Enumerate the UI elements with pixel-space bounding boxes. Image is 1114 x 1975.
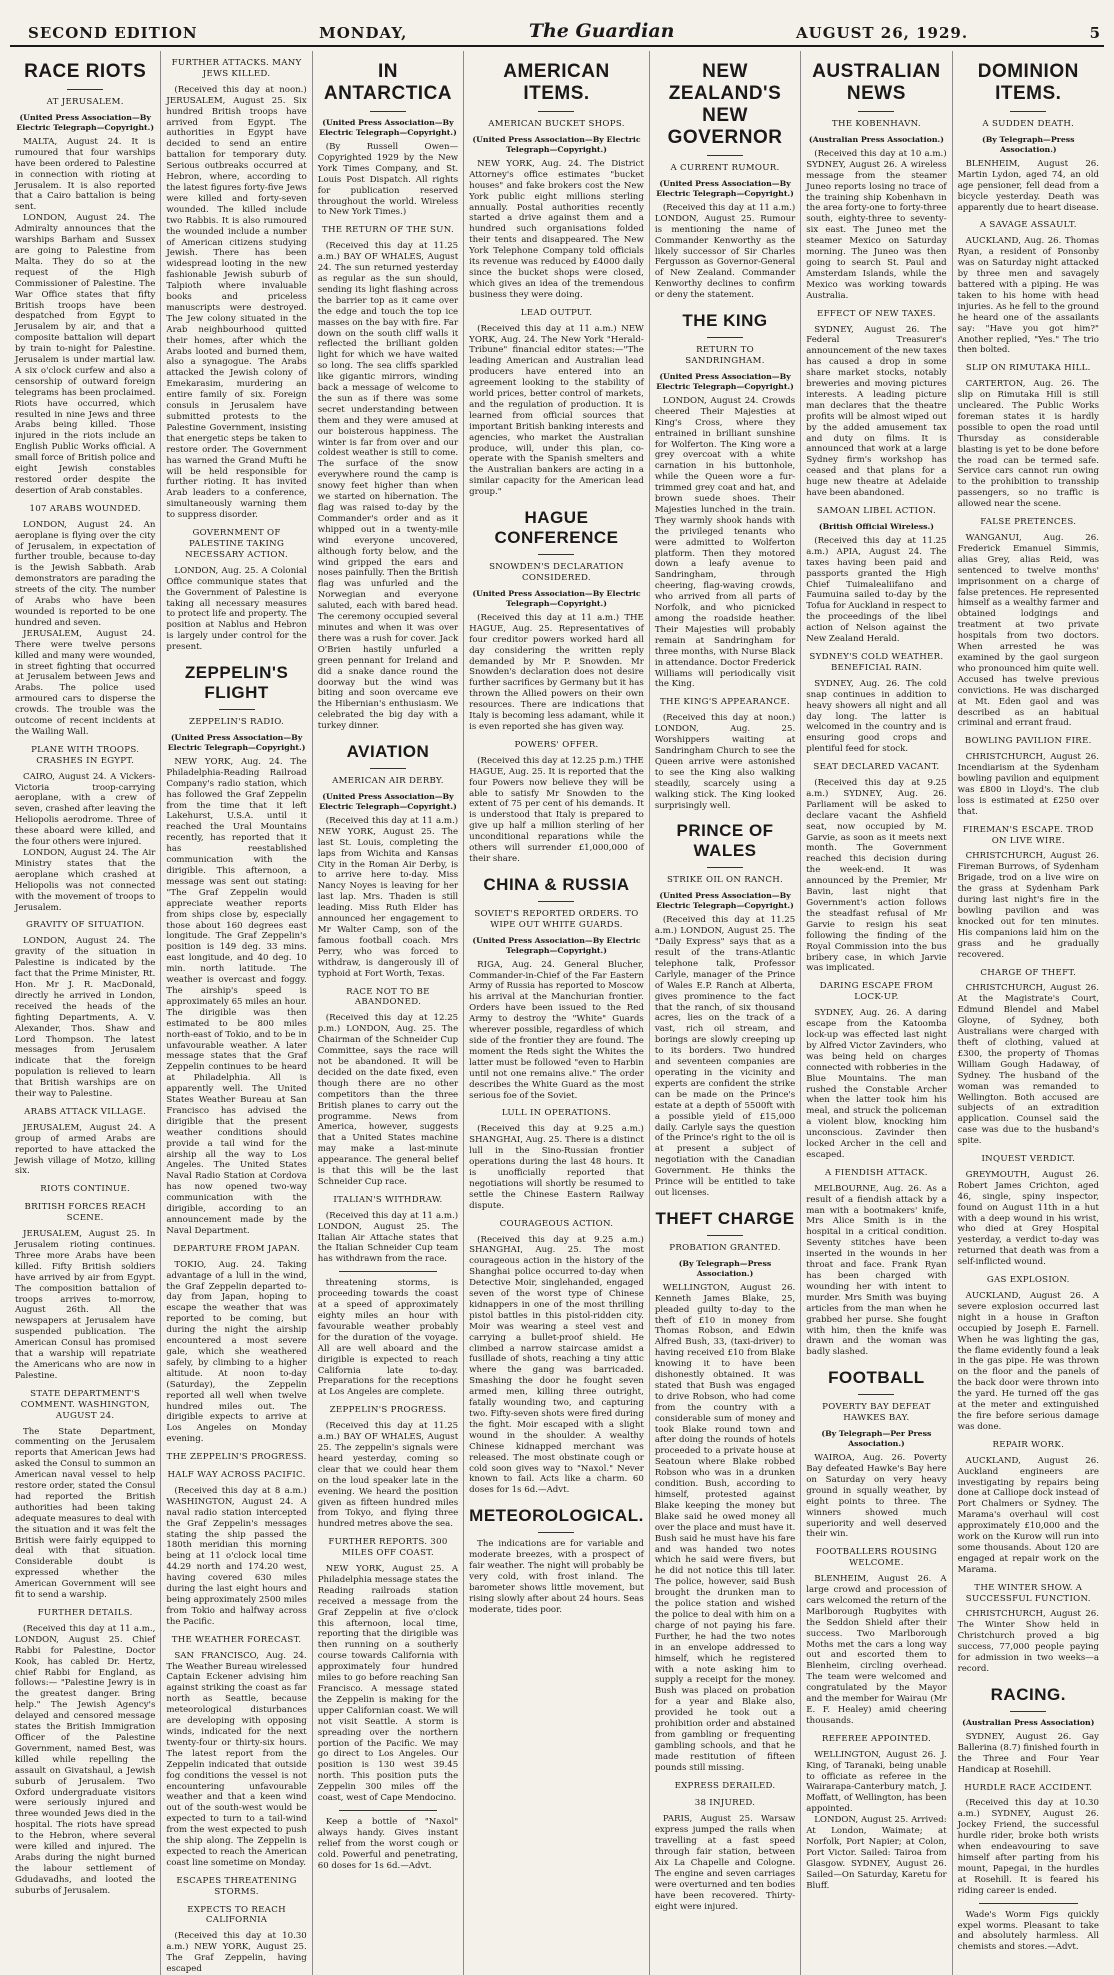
article-paragraph: SAN FRANCISCO, Aug. 24. The Weather Bureau wirelessed Captain Eckener advising him against striking the coast as far north as Seattle, because meteorological disturbances are developing with opposing winds, indicated for the next twenty-four or thirty-six hours. The latest report from the Zeppelin indicated that outside fog conditions the vessel is not encountering unfavourable weather and that a keen wind out of the south-west would be expected to turn to a tail-wind from the west expected to push the ship along. The Zeppelin is expected to reach the American coast line sometime on Monday. — [166, 1650, 307, 1868]
wire-credit: (United Press Association—By Electric Telegraph—Copyright.) — [16, 112, 155, 132]
subhead: GRAVITY OF SITUATION. — [25, 920, 145, 931]
article-paragraph: AUCKLAND, August 26. Auckland engineers are investigating by repairs being done at Calliope dock instead of Port Chalmers or Sydney. The Marama's overhaul will cost approximately £10,000 and the work on the Kurow will run into some thousands. About 120 are engaged at repair work on the Marama. — [957, 1455, 1099, 1575]
subhead: ZEPPELIN'S RADIO. — [189, 717, 285, 728]
article-paragraph: LONDON, August 24. An aeroplane is flying over the city of Jerusalem, in expectation of further trouble, because to-day is the Jewish Sabbath. Arab demonstrators are parading the streets of the city. The number of Arabs who have been wounded is reported to be one hundred and seven. — [15, 519, 156, 628]
article-paragraph: The indications are for variable and moderate breezes, with a prospect of fair weather. The night will probably be very cold, with frost inland. The barometer shows little movement, but rising slowly after about 24 hours. Seas moderate, tides poor. — [469, 1539, 644, 1615]
subhead: POWERS' OFFER. — [514, 739, 599, 750]
article-paragraph: (Received this day at noon.) LONDON, Aug. 25. Worshippers waiting at Sandringham Church to see the Queen arrive were astonished to see the King also walking steadily, scarcely using a walking stick. The King looked surprisingly well. — [654, 713, 796, 811]
wire-credit: (By Telegraph—Press Association.) — [678, 1258, 772, 1278]
subhead: THE RETURN OF THE SUN. — [321, 225, 454, 236]
article-paragraph: WANGANUI, Aug. 26. Frederick Emanuel Simmis, alias Grey, alias Reid, was sentenced to twelve months' imprisonment on a charge of false pretences. He represented himself as a wealthy farmer and obtained lodgings and treatment at two private hospitals from two doctors. When arrested he was examined by the gaol surgeon who pronounced him quite well. Accused has twelve previous convictions. He was discharged at Mt. Eden gaol and was described as an habitual criminal and errant fraud. — [957, 533, 1099, 729]
article-paragraph: BLENHEIM, August 26. A large crowd and procession of cars welcomed the return of the Marlborough Rugbyites with the Seddon Shield after their success. Two Marlborough Moths met the cars a long way out and escorted them to Blenheim, circling overhead. The team were welcomed and congratulated by the Mayor and the member for Wairau (Mr E. F. Healey) amid cheering thousands. — [806, 1574, 947, 1726]
divider — [538, 901, 574, 902]
article-paragraph: CARTERTON, Aug. 26. The slip on Rimutaka Hill is still uncleared. The Public Works foreman states it is hardly possible to open the road until Thursday as considerable blasting is yet to be done before the road can be termed safe. Service cars cannot run owing to the prohibition to transship passengers, so no traffic is allowed near the scene. — [957, 379, 1099, 510]
subhead: ITALIAN'S WITHDRAW. — [333, 1194, 443, 1205]
wire-credit: (United Press Association—By Electric Telegraph—Copyright.) — [472, 134, 641, 154]
article-paragraph: LONDON, Aug. 25. A Colonial Office communique states that the Government of Palestine is taking all necessary measures to protect life and property. The position at Nablus and Hebron is largely under control for the present. — [166, 565, 307, 653]
article-paragraph: (Received this day at 9.25 a.m.) SHANGHAI, Aug. 25. There is a distinct lull in the Sino-Russian frontier operations during the last 48 hours. It is unofficially reported that negotiations will shortly be resumed to settle the Chinese Eastern Railway dispute. — [469, 1124, 644, 1211]
article-paragraph: threatening storms, is proceeding towards the coast at a speed of approximately eighty miles an hour with favourable weather probably for the duration of the voyage. All are well aboard and the dirigible is expected to reach California late to-day. Preparations for the receptions at Los Angeles are complete. — [317, 1278, 459, 1398]
subhead: FURTHER REPORTS. 300 MILES OFF COAST. — [328, 1537, 448, 1559]
subhead: ESCAPES THREATENING STORMS. — [176, 1875, 297, 1897]
divider — [538, 554, 574, 555]
article-paragraph: BLENHEIM, August 26. Martin Lydon, aged 74, an old age pensioner, fell dead from a bicycle yesterday. Death was apparently due to heart disease. — [957, 158, 1099, 213]
subhead: EXPECTS TO REACH CALIFORNIA — [187, 1904, 286, 1926]
article-paragraph: CHRISTCHURCH, August 26. Incendiarism at the Sydenham bowling pavilion and equipment was £800 in Lloyd's. The club loss is estimated at £250 over that. — [957, 752, 1099, 817]
article-paragraph: (Received this day at 8 a.m.) WASHINGTON, August 24. A naval radio station intercepted the Graf Zeppelin's messages stating the ship passed the 180th meridian this morning being at 11 o'clock local time 44.29 north and 174.20 west, having covered 630 miles during the last eight hours and being approximately 2500 miles from Tokio and halfway across the Pacific. — [166, 1485, 307, 1627]
subhead: DEPARTURE FROM JAPAN. — [173, 1243, 301, 1254]
wire-credit: (United Press Association—By Electric Telegraph—Copyright.) — [472, 935, 641, 955]
divider — [707, 867, 743, 868]
subhead: GAS EXPLOSION. — [986, 1275, 1070, 1286]
article-paragraph: GREYMOUTH, August 26. Robert James Crichton, aged 46, single, spiny inspector, found on August 11th in a hut with a deep wound in his wrist, who died at Grey Hospital yesterday, a verdict to-day was returned that death was from a self-inflicted wound. — [957, 1169, 1099, 1268]
subhead: A SAVAGE ASSAULT. — [979, 220, 1077, 231]
article-paragraph: (Received this day at 11 a.m.) THE HAGUE, Aug. 25. Representatives of four creditor powers worked hard all day considering the written reply demanded by Mr P. Snowden. Mr Snowden's declaration does not desire further sacrifices by Germany but it has thrown the Allied powers on their own resources. There are indications that Italy is becoming less adamant, while it is even reported she has given way. — [469, 612, 644, 732]
article-paragraph: (Received this day at 10.30 a.m.) NEW YORK, August 25. The Graf Zeppelin, having escaped — [166, 1931, 307, 1975]
issue-date: AUGUST 26, 1929. — [795, 24, 969, 42]
article-paragraph: NEW YORK, Aug. 24. The District Attorney's office estimates "bucket houses" and fake brokers cost the New York public eight millions sterling annually. Postal authorities recently started a drive against them and a hundred such organisations folded their tents and disappeared. The New York Telephone Company told officials its revenue was reduced by £4000 daily since the bucket shops were closed, which gives an idea of the tremendous business they were doing. — [469, 158, 644, 300]
article-paragraph: JERUSALEM, August 24. A group of armed Arabs are reported to have attacked the Jewish village of Motzo, killing six. — [15, 1122, 156, 1177]
article-paragraph: SYDNEY, Aug. 26. The cold snap continues in addition to heavy showers all night and all day long. The latter is welcomed in the country and is ensuring good crops and plentiful feed for stock. — [806, 678, 947, 755]
article-paragraph: (Received this day at noon.) JERUSALEM, August 25. Six hundred British troops have arrived from Egypt. The authorities in Egypt have decided to send an entire battalion for temporary duty. Serious outbreaks occurred at Hebron, where, according to the latest figures forty-five Jews were killed and forty-seven wounded. The killed include two Rabbis. It is also rumoured the wounded include a number of American citizens studying Jewish. There has been widespread looting in the new fashionable Jewish suburb of Talpioth where invaluable books and priceless manuscripts were destroyed. The Jew colony situated in the Arab neighbourhood quitted their homes, after which the Arabs looted and burned them, also a synagogue. The Arabs attacked the Jewish colony of Emekarasim, murdering an entire family of six. Foreign consuls in Jerusalem have submitted protests to the Palestine Government, insisting that energetic steps be taken to restore order. The Government has warned the Grand Mufti he will be held responsible for further rioting. It has invited Arab leaders to a conference, simultaneously warning them to suppress disorder. — [166, 84, 307, 521]
subhead: ARABS ATTACK VILLAGE. — [24, 1106, 147, 1117]
article-paragraph: LONDON, August 24. Crowds cheered Their Majesties at King's Cross, where they entrained in brilliant sunshine for Wolferton. The King wore a grey overcoat with a white carnation in his buttonhole, while the Queen wore a fur-trimmed grey coat and hat, and brown suede shoes. Their Majesties lunched in the train. They warmly shook hands with the privileged tenants who were admitted to Wolferton platform. Then they motored down a leafy avenue to Sandringham, through cheering, flag-waving crowds, who arrived from all parts of Norfolk, and who picnicked among the roadside heather. Their Majesties will probably remain at Sandringham for three months, with Nurse Black in attendance. Doctor Frederick Williams will periodically visit the King. — [654, 395, 796, 690]
headline-antarctica: IN ANTARCTICA — [323, 61, 453, 104]
headline-theft-charge: THEFT CHARGE — [655, 1208, 795, 1228]
subhead: PLANE WITH TROOPS. CRASHES IN EGYPT. — [31, 744, 140, 766]
subhead: GOVERNMENT OF PALESTINE TAKING NECESSARY ACTION. — [185, 528, 288, 560]
subhead: A SUDDEN DEATH. — [982, 119, 1075, 129]
article-paragraph: LONDON, August 25. Arrived: At London, Waimate; at Norfolk, Port Napier; at Colon, Port Victor. Sailed: Tairoa from Glasgow. SYDNEY, August 26. Sailed—On Saturday, Karetu for Bluff. — [806, 1815, 947, 1891]
masthead — [10, 6, 1104, 47]
article-paragraph: SYDNEY, August 26. The Federal Treasurer's announcement of the new taxes has caused a drop in some share market stocks, notably breweries and moving pictures interests. A leading picture man declares that the theatre profits will be almost wiped out by the added amusement tax and duty on films. It is announced that work at a large Sydney firm's workshop has ceased and that plans for a huge new theatre at Adelaide have been abandoned. — [806, 324, 947, 499]
divider — [538, 111, 574, 112]
column-5 — [650, 51, 801, 1975]
subhead: 107 ARABS WOUNDED. — [29, 503, 141, 514]
subhead: INQUEST VERDICT. — [981, 1154, 1076, 1165]
article-paragraph: (Received this day at 9.25 a.m.) SHANGHAI, Aug. 25. The most courageous action in the history of the Shanghai police occurred to-day when Detective Moir, singlehanded, engaged seven of the worst type of Chinese kidnappers in one of the most thrilling pistol battles in this pistol-ridden city. Moir was wearing a steel vest and carrying a bullet-proof shield. He climbed a narrow staircase amidst a fusillade of shots, reaching a tiny attic where the gang was barricaded. Smashing the door he fought seven armed men, killing three outright, fatally wounding two, and capturing two. Fifty-seven shots were fired during the fight. Moir escaped with a slight wound in the shoulder. A wealthy Chinese kidnapped merchant was released. The most obstinate cough or cold soon gives way to "Naxol." Never known to fail. Acts like a charm. 60 doses for 1s 6d.—Advt. — [469, 1234, 644, 1496]
divider — [858, 111, 894, 112]
subhead: REPAIR WORK. — [992, 1439, 1065, 1450]
wire-credit: (United Press Association—By Electric Telegraph—Copyright.) — [319, 791, 457, 811]
wire-credit: (United Press Association—By Electric Telegraph—Copyright.) — [656, 178, 794, 198]
article-paragraph: LONDON, August 24. The gravity of the situation in Palestine is indicated by the fact that the Prime Minister, Rt. Hon. Mr J. R. MacDonald, directly he arrived in London, received the heads of the fighting Departments, A. V. Alexander, Thos. Shaw and Lord Thompson. The latest messages from Jerusalem indicate that the foreign population is relieved to learn that British warships are on their way to Palestine. — [15, 936, 156, 1100]
day-label: MONDAY, — [319, 24, 408, 42]
divider — [67, 89, 103, 90]
subhead: DARING ESCAPE FROM LOCK-UP. — [819, 981, 934, 1003]
article-paragraph: CHRISTCHURCH, August 26. The Winter Show held in Christchurch proved a big success, 77,000 people paying for admission in two weeks—a record. — [957, 1609, 1099, 1674]
advertisement: Keep a bottle of "Naxol" always handy. Gives instant relief from the worst cough or cold. Powerful and penetrating, 60 doses for 1s 6d.—Advt. — [317, 1816, 459, 1871]
article-paragraph: (Received this day at 10.30 a.m.) SYDNEY, August 26. Jockey Friend, the successful hurdle rider, broke both wrists when endeavouring to save himself after parting from his mount, Papegai, in the hurdles at Rosehill. It is feared his riding career is ended. — [957, 1798, 1099, 1896]
subhead: BOWLING PAVILION FIRE. — [964, 736, 1092, 747]
subhead: SAMOAN LIBEL ACTION. — [816, 506, 936, 516]
article-paragraph: WELLINGTON, August 26. Kenneth James Blake, 25, pleaded guilty to-day to the theft of £10 in money from Thomas Robson, and Edwin Alfred Bush, 33, (taxi-driver) to having received £10 from Blake knowing it to have been dishonestly obtained. It was stated that Bush was engaged to drive Robson, who had come from the country with a considerable sum of money and took Blake round town and after doing the rounds of hotels proceeded to a private house at Seatoun where Blake robbed Robson who was in a drunken condition. Bush, according to himself, protested against Blake keeping the money but Blake said he owed money all over the place and must have it. Bush said he must have his fare and was handed two notes which he said were fivers, but he did not notice this till later. The police, however, said Bush brought the drunken man to the police station and wished the police to deal with him on a charge of not paying his fare. Further, he had the two notes in an envelope addressed to himself, which he registered with a note asking him to supply a receipt for the money. Bush was placed on probation for a year and Blake also, provided he took out a prohibition order and abstained from gambling or frequenting gambling schools, and that he made restitution of fifteen pounds still missing. — [654, 1282, 796, 1773]
subhead: POVERTY BAY DEFEAT HAWKES BAY. — [822, 1402, 931, 1424]
subhead: A CURRENT RUMOUR. — [670, 163, 780, 173]
article-paragraph: (Received this day at 11 a.m.) LONDON, August 25. The Italian Air Attache states that the Italian Schneider Cup team has withdrawn from the race. — [317, 1210, 459, 1265]
divider — [339, 1271, 437, 1272]
headline-zeppelin: ZEPPELIN'S FLIGHT — [184, 663, 289, 703]
article-paragraph: WAIROA, Aug. 26. Poverty Bay defeated Hawke's Bay here on Saturday on very heavy ground in squally weather, by eight points to three. The winners showed much superiority and well deserved their win. — [806, 1453, 947, 1540]
subhead: THE ZEPPELIN'S PROGRESS. — [166, 1452, 307, 1463]
subhead: 38 INJURED. — [694, 1798, 756, 1809]
subhead: SNOWDEN'S DECLARATION CONSIDERED. — [489, 562, 624, 583]
column-7 — [953, 51, 1104, 1975]
divider — [707, 155, 743, 156]
subhead: SOVIET'S REPORTED ORDERS. TO WIPE OUT WHITE GUARDS. — [474, 908, 639, 930]
divider — [370, 111, 406, 112]
subhead: THE KING'S APPEARANCE. — [660, 697, 791, 708]
article-paragraph: NEW YORK, Aug. 24. The Philadelphia-Reading Railroad Company's radio station, which has followed the Graf Zeppelin from the time that it left Lakehurst, U.S.A. until it reached the Ural Mountains recently, has reported that it has reestablished communication with the dirigible. This afternoon, a message was sent out stating: "The Graf Zeppelin would appreciate weather reports from ships close by, especially those about 160 degrees east longitude. The Graf Zeppelin's position is 149 deg. 33 mins. east longitude, and 40 deg. 10 min. north latitude. The weather is overcast and foggy. The airship's speed is approximately 65 miles an hour. The dirigible was then estimated to be 800 miles north-east of Tokio, and to be in unfavourable weather. A later message states that the Graf Zeppelin continues to be heard at Philadelphia. All is apparently well. The United States Weather Bureau at San Francisco has advised the dirigible that the present weather conditions should provide a tail wind for the airship all the way to Los Angeles. The United States Naval Radio Station at Cordova has now opened two-way communication with the dirigible, according to an announcement made by the Naval Department. — [166, 756, 307, 1236]
page-number: 5 — [1089, 24, 1100, 42]
article-paragraph: TOKIO, Aug. 24. Taking advantage of a lull in the wind, the Graf Zeppelin departed to-day from Japan, hoping to escape the weather that was reported to be coming, but during the night the airship encountered a most severe gale, which she weathered safely, by climbing to a higher altitude. At noon to-day (Saturday), the Zeppelin reported all well when twelve hundred miles out. The dirigible expects to arrive at Los Angeles on Monday evening. — [166, 1259, 307, 1445]
advertisement: Wade's Worm Figs quickly expel worms. Pleasant to take and absolutely harmless. All chemists and stores.—Advt. — [957, 1909, 1099, 1953]
headline-dominion-items: DOMINION ITEMS. — [977, 61, 1079, 104]
article-paragraph: JERUSALEM, August 25. In Jerusalem rioting continues. Three more Arabs have been killed. Fifty British soldiers have arrived by air from Egypt. The composition battalion of troops arrives to-morrow, August 26th. All the newspapers at Jerusalem have suspended publication. The American Consul has promised that a warship will repatriate the Americans who are now in Palestine. — [15, 1229, 156, 1381]
wire-credit: (By Telegraph—Press Association.) — [982, 134, 1075, 154]
divider — [979, 1903, 1078, 1904]
wire-credit: (United Press Association—By Electric Telegraph—Copyright.) — [656, 371, 794, 391]
wire-credit: (By Telegraph—Per Press Association.) — [821, 1429, 932, 1449]
divider — [339, 1810, 437, 1811]
article-paragraph: (Received this day at 9.25 a.m.) SYDNEY, Aug. 26. Parliament will be asked to declare vacant the Ashfield seat, now occupied by M. Garvie, as soon as it meets next month. The Government reached this decision during the week-end. It was announced by the Premier, Mr Bavin, last night that Government's action follows the steadfast refusal of Mr Garvie to resign his seat following the finding of the Royal Commission into the bus bribery case, in which Jarvie was implicated. — [806, 778, 947, 974]
wire-credit: (British Official Wireless.) — [818, 521, 934, 531]
headline-aviation: AVIATION — [346, 742, 430, 762]
article-paragraph: LONDON, August 24. The Admiralty announces that the warships Barham and Sussex are going to Palestine from Malta. They do so at the request of the High Commissioner of Palestine. The War Office states that fifty British troops have been despatched from Egypt to Jerusalem by air, and that a composite battalion will depart by train to-night for Palestine. Jerusalem is under martial law. A six o'clock curfew and also a censorship of outward foreign telegrams has been proclaimed. Riots have occurred, which resulted in nine Jews and three Arabs being killed. Those injured in the riots include an English Public Works official. A small force of British police and eight Jewish constables restored order despite the desertion of Arab constables. — [15, 213, 156, 496]
article-paragraph: SYDNEY, Aug. 26. A daring escape from the Katoomba lock-up was effected last night by Alfred Victor Zavinders, who was being held on charges connected with robberies in the Blue Mountains. The man rushed the Constable Archer when the latter took him his meal, and struck the policeman a violent blow, knocking him unconscious. Zavinder then locked Archer in the cell and escaped. — [806, 1008, 947, 1160]
wire-credit: (United Press Association—By Electric Telegraph—Copyright.) — [319, 118, 457, 137]
subhead: LEAD OUTPUT. — [520, 307, 593, 318]
subhead: FALSE PRETENCES. — [980, 517, 1077, 528]
subhead: AT JERUSALEM. — [46, 97, 124, 107]
subhead: THE KOBENHAVN. — [831, 119, 921, 129]
divider — [1010, 111, 1046, 112]
article-paragraph: (Received this day at 11.25 a.m.) BAY OF WHALES, August 25. The zeppelin's signals were heard yesterday, coming so clear that we could hear them on the loud speaker late in the evening. We heard the position given as fifteen hundred miles from Tokyo, and flying three hundred metres above the sea. — [317, 1421, 459, 1530]
headline-racing: RACING. — [990, 1684, 1066, 1704]
wire-credit: (Australian Press Association) — [962, 1717, 1095, 1727]
article-paragraph: (By Russell Owen—Copyrighted 1929 by the New York Times Company, and St. Louis Post Dispatch. All rights for publication reserved throughout the world. Wireless to New York Times.) — [317, 142, 459, 218]
divider — [858, 1394, 894, 1395]
subhead: CHARGE OF THEFT. — [980, 967, 1077, 978]
headline-hague-conference: HAGUE CONFERENCE — [494, 508, 619, 548]
article-paragraph: AUCKLAND, August 26. A severe explosion occurred last night in a house in Grafton occupied by Joseph E. Farnell. When he was lighting the gas, the flame evidently found a leak in the gas pipe. He was thrown on the floor and the panels of the back door were thrown into the yard. He turned off the gas at the meter and extinguished the fire before serious damage was done. — [957, 1291, 1099, 1432]
article-paragraph: MELBOURNE, Aug. 26. As a result of a fiendish attack by a man with a bootmakers' knife, Mrs Alice Smith is in the hospital in a critical condition. Seventy stitches have been inserted in the wounds in her throat and face. Frank Ryan has been charged with wounding her with intent to murder. Mrs Smith was buying articles from the man when he grabbed her purse. She fought with him, then the knife was drawn and the woman was badly slashed. — [806, 1183, 947, 1358]
article-paragraph: (Received this day at 11 a.m.) NEW YORK, Aug. 24. The New York "Herald-Tribune" financial editor states:—"The leading American and Australian lead producers have entered into an agreement looking to the stability of world prices, better control of markets, and the regulation of production. It is learned from official sources that important British banking interests and agencies, who market the Australian produce, will, under this plan, co-operate with the Spanish smelters and the Australian bankers are acting in a similar capacity for the American lead group." — [469, 323, 644, 498]
subhead: A FIENDISH ATTACK. — [825, 1167, 928, 1178]
subhead: SYDNEY'S COLD WEATHER. BENEFICIAL RAIN. — [809, 651, 944, 673]
article-paragraph: The State Department, commenting on the Jerusalem reports that American Jews had asked the Consul to summon an American naval vessel to help restore order, stated the Consul had reported the British authorities had been taking adequate measures to deal with the situation and it was felt the British were fairly equipped to deal with that situation. Considerable doubt is expressed whether the American Government will see fit to send a warship. — [15, 1426, 156, 1601]
subhead: PROBATION GRANTED. — [669, 1242, 781, 1253]
wire-credit: (United Press Association—By Electric Telegraph—Copyright.) — [472, 588, 641, 608]
article-paragraph: JERUSALEM, August 24. There were twelve persons killed and many were wounded, in street fighting that occurred at Jerusalem between Jews and Arabs. The police used armoured cars to disperse the crowds. The trouble was the outcome of recent incidents at the Wailing Wall. — [15, 628, 156, 737]
subhead: BRITISH FORCES REACH SCENE. — [24, 1202, 146, 1224]
article-paragraph: MALTA, August 24. It is rumoured that four warships have been ordered to Palestine in connection with rioting at Jerusalem. It is also reported that a Cairo battalion is being sent. — [15, 136, 156, 213]
article-paragraph: (Received this day at 11.25 a.m.) LONDON, August 25. The "Daily Express" says that as a result of the trans-Atlantic telephone talk, Professor Carlyle, manager of the Prince of Wales E.P. Ranch at Alberta, gives prominence to the fact that the ranch, of six thousand acres, lies on the track of a vast, rich oil stream, and borings are slowly creeping up to its borders. Two hundred and seventeen companies are operating in the vicinity and experts are confident the strike can be made on the Prince's estate at a depth of 5500ft with a possible yield of £15,000 daily. Carlyle says the question of the Prince's right to the oil is at present a subject of negotiation with the Canadian Government. He thinks the Prince will be entitled to take out licenses. — [654, 915, 796, 1198]
article-paragraph: (Received this day at 11.25 a.m.) BAY OF WHALES, August 24. The sun returned yesterday as regular as the sun should, sending its light flashing across the barrier top as it came over the edge and touch the top ice masses on the bay with fire. Far down on the south cliff walls it reflected the brilliant golden light for which we have waited so long. The sea cliffs sparkled like gigantic mirrors, winding back a message of welcome to the sun as if there was some secret understanding between them and they were amused at our boisterous happiness. The winter is far from over and our coldest weather is still to come. The surface of the snow everywhere round the camp is snowy feet higher than when we started on hibernation. The flag was raised to-day by the Commander's order and as it whipped out in a twenty-mile wind everyone uncovered, although forty below, and the wind gripped the ears and noses painfully. Then the British flag was unfurled and the Norwegian and everyone saluted, each with bared head. The ceremony occupied several minutes and when it was over there was a rush for cover. Jack O'Brien hastily unfurled a green pennant for Ireland and did a snake dance round the doorway but the wind was biting and soon overcame eve the Hibernian's enthusiasm. We celebrated the big day with a turkey dinner. — [317, 241, 459, 732]
column-4 — [464, 51, 650, 1975]
article-paragraph: (Received this day at 11 a.m.) LONDON, August 25. Rumour is mentioning the name of Commander Kenworthy as the likely successor of Sir Charles Fergusson as Governor-General of New Zealand. Commander Kenworthy declines to confirm or deny the statement. — [654, 202, 796, 301]
subhead: FURTHER ATTACKS. MANY JEWS KILLED. — [171, 58, 302, 79]
article-paragraph: (Received this day at 11.25 a.m.) APIA, August 24. The taxes having been paid and passports granted the High Chief Tuimalealiifano and Faumuina sailed to-day by the Tofua for Auckland in respect to the proceedings of the libel action of Nelson against the New Zealand Herald. — [806, 535, 947, 645]
article-paragraph: (Received this day at 12.25 p.m.) THE HAGUE, Aug. 25. It is reported that the four Powers now believe they will be able to satisfy Mr Snowden to the extent of 75 per cent of his demands. It is understood that Italy is prepared to give up half a million sterling of her unconditional reparations while the others will surrender £1,000,000 of their share. — [469, 755, 644, 864]
subhead: RIOTS CONTINUE. — [40, 1184, 131, 1195]
subhead: FURTHER DETAILS. — [37, 1608, 133, 1618]
divider — [707, 1235, 743, 1236]
article-paragraph: RIGA, Aug. 24. General Blucher, Commander-in-Chief of the Far Eastern Army of Russia has reported to Moscow his arrival at the Manchurian frontier. Orders have been issued to the Red Army to destroy the "White" Guards wherever possible, regardless of which side of the frontier they are found. The moment the Reds sight the Whites the latter must be followed "even to Harbin until not one remains alive." The order describes the White Guard as the most serious foe of the Soviet. — [469, 959, 644, 1101]
column-2 — [161, 51, 312, 1975]
article-paragraph: (Received this day at 11 a.m.) NEW YORK, August 25. The last St. Louis, completing the laps from Wichita and Kansas City in the Roman Air Derby, is to arrive here to-day. Miss Nancy Noyes is leaving for her last lap. Mrs. Thaden is still leading. Miss Ruth Elder has announced her engagement to Mr Walter Camp, son of the famous football coach. Mrs Perry, who was forced to withdraw, is dangerously ill of typhoid at Fort Worth, Texas. — [317, 815, 459, 979]
wire-credit: (Australian Press Association.) — [808, 134, 944, 144]
wire-credit: (United Press Association—By Electric Telegraph—Copyright.) — [167, 732, 306, 752]
subhead: SLIP ON RIMUTAKA HILL. — [965, 363, 1091, 374]
column-1 — [10, 51, 161, 1975]
article-paragraph: CHRISTCHURCH, August 26. At the Magistrate's Court, Edmund Blendel and Mabel Gloyne, of Sydney, both Australians were charged with theft of clothing, valued at £300, the property of Thomas William Gough Hadaway, of Sydney. The husband of the woman was remanded to Wellington. Both accused are subjects of an extradition application. Counsel said the case was due to the husband's spite. — [957, 983, 1099, 1147]
article-paragraph: LONDON, August 24. The Air Ministry states that the aeroplane which crashed at Heliopolis was not connected with the movement of troops to Jerusalem. — [15, 848, 156, 913]
subhead: FOOTBALLERS ROUSING WELCOME. — [815, 1547, 938, 1569]
article-paragraph: CHRISTCHURCH, August 26. Fireman Burrows, of Sydenham Brigade, trod on a live wire on the grass at Sydenham Park during last night's fire in the bowling pavilion and was knocked out for ten minutes. His companions laid him on the grass and he gradually recovered. — [957, 851, 1099, 960]
subhead: THE WEATHER FORECAST. — [171, 1634, 302, 1645]
headline-prince-of-wales: PRINCE OF WALES — [676, 821, 774, 861]
headline-football: FOOTBALL — [828, 1368, 925, 1388]
article-paragraph: NEW YORK, August 25. A Philadelphia message states the Reading railroads station received a message from the Graf Zeppelin at five o'clock this afternoon, local time, reporting that the dirigible was then running on a southerly course towards California with approximately four hundred miles to go before reaching San Francisco. A message stated the Zeppelin is making for the upper Californian coast. We will not visit Seattle. A storm is spreading over the northern portion of the Pacific. We may go direct to Los Angeles. Our position is 130 west 39.45 north. This position puts the Zeppelin 300 miles off the coast, west of Cape Mendocino. — [317, 1564, 459, 1804]
subhead: RACE NOT TO BE ABANDONED. — [346, 986, 430, 1008]
article-paragraph: (Received this day at 12.25 p.m.) LONDON, Aug. 25. The Chairman of the Schneider Cup Committee, says the race will not be abandoned. It will be decided on the date fixed, even though there are no other competitors than the three British planes to carry out the programme. News from America, however, suggests that a United States machine may make a last-minute appearance. The general belief is that this will be the last Schneider Cup race. — [317, 1013, 459, 1187]
divider — [370, 768, 406, 769]
subhead: EFFECT OF NEW TAXES. — [817, 308, 936, 319]
article-paragraph: PARIS, August 25. Warsaw express jumped the rails when travelling at a fast speed through fair station, between Aix La Chapelle and Cologne. The engine and seven carriages were overturned and ten bodies have been recovered. Thirty-eight were injured. — [654, 1814, 796, 1912]
subhead: COURAGEOUS ACTION. — [499, 1218, 614, 1229]
article-paragraph: (Received this day at 11 a.m., LONDON, August 25. Chief Rabbi for Palestine, Doctor Kook, has cabled Dr. Hertz, chief Rabbi for England, as follows:— "Palestine Jewry is in the greatest danger. Bring help." The Jewish Agency's delayed and censored message states the British Immigration Officer of the Palestine Government, named Best, was killed while repelling the assault on Givatshaul, a Jewish suburb of Jerusalem. Two Oxford undergraduate visitors were seriously injured and three wounded Jews died in the hospital. The riots have spread to the Hebron, where several were killed and injured. The Arabs during the night burned the labour settlement of Gdudavadhs, and looted the suburbs of Jerusalem. — [15, 1623, 156, 1896]
subhead: FIREMAN'S ESCAPE. TROD ON LIVE WIRE. — [962, 824, 1094, 846]
subhead: HALF WAY ACROSS PACIFIC. — [167, 1470, 306, 1481]
headline-american-items: AMERICAN ITEMS. — [503, 61, 610, 104]
article-paragraph: CAIRO, August 24. A Vickers-Victoria troop-carrying aeroplane, with a crew of seven, crashed after leaving the Heliopolis aerodrome. Three of these aboard were killed, and the four others were injured. — [15, 771, 156, 848]
headline-australian-news: AUSTRALIAN NEWS — [812, 61, 941, 104]
subhead: RETURN TO SANDRINGHAM. — [685, 345, 765, 366]
subhead: ZEPPELIN'S PROGRESS. — [329, 1405, 447, 1416]
article-paragraph: (Received this day at 10 a.m.) SYDNEY, August 26. A wireless message from the steamer Juneo reports losing no trace of the training ship Kobenhavn in the area forty-one to forty-three south, eighty-three to seventy-six east. The Juneo met the steamer Mexico on Saturday morning. The Juneo was then going to search St. Paul and Amsterdam Islands, while the Mexico was working towards Australia. — [806, 148, 947, 301]
divider — [707, 337, 743, 338]
subhead: AMERICAN BUCKET SHOPS. — [488, 119, 625, 129]
column-grid — [10, 51, 1104, 1975]
subhead: STATE DEPARTMENT'S COMMENT. WASHINGTON, AUGUST 24. — [20, 1388, 150, 1421]
subhead: STRIKE OIL ON RANCH. — [666, 875, 784, 886]
subhead: REFEREE APPOINTED. — [821, 1733, 931, 1744]
subhead: HURDLE RACE ACCIDENT. — [964, 1782, 1093, 1793]
headline-the-king: THE KING — [682, 311, 768, 331]
newspaper-title: The Guardian — [528, 20, 675, 42]
headline-china-russia: CHINA & RUSSIA — [483, 874, 630, 894]
headline-new-zealand-governor: NEW ZEALAND'S NEW GOVERNOR — [667, 61, 783, 148]
divider — [219, 709, 255, 710]
column-3 — [313, 51, 464, 1975]
article-paragraph: SYDNEY, August 26. Gay Ballerina (8.7) finished fourth in the Three and Four Year Handicap at Rosehill. — [957, 1731, 1099, 1775]
article-paragraph: WELLINGTON, August 26. J. King, of Taranaki, being unable to officiate as referee in the Wairarapa-Canterbury match, J. Moffatt, of Wellington, has been appointed. — [806, 1749, 947, 1815]
divider — [538, 1532, 574, 1533]
subhead: LULL IN OPERATIONS. — [501, 1108, 612, 1119]
divider — [1010, 1711, 1046, 1712]
headline-meteorological: METEOROLOGICAL. — [469, 1506, 644, 1526]
subhead: THE WINTER SHOW. A SUCCESSFUL FUNCTION. — [965, 1582, 1091, 1604]
subhead: SEAT DECLARED VACANT. — [813, 762, 940, 773]
subhead: EXPRESS DERAILED. — [674, 1780, 776, 1791]
article-paragraph: AUCKLAND, Aug. 26. Thomas Ryan, a resident of Ponsonby was on Saturday night attacked by three men and savagely battered with a piping. He was taken to his home with head injuries. As he fell to the ground he heard one of the assailants say: "Have you got him?" Another replied, "Yes." The trio then bolted. — [957, 236, 1099, 356]
column-6 — [801, 51, 952, 1975]
edition-label: SECOND EDITION — [28, 24, 198, 42]
wire-credit: (United Press Association—By Electric Telegraph—Copyright.) — [656, 891, 794, 911]
headline-race-riots: RACE RIOTS — [24, 61, 147, 82]
subhead: AMERICAN AIR DERBY. — [332, 776, 444, 787]
